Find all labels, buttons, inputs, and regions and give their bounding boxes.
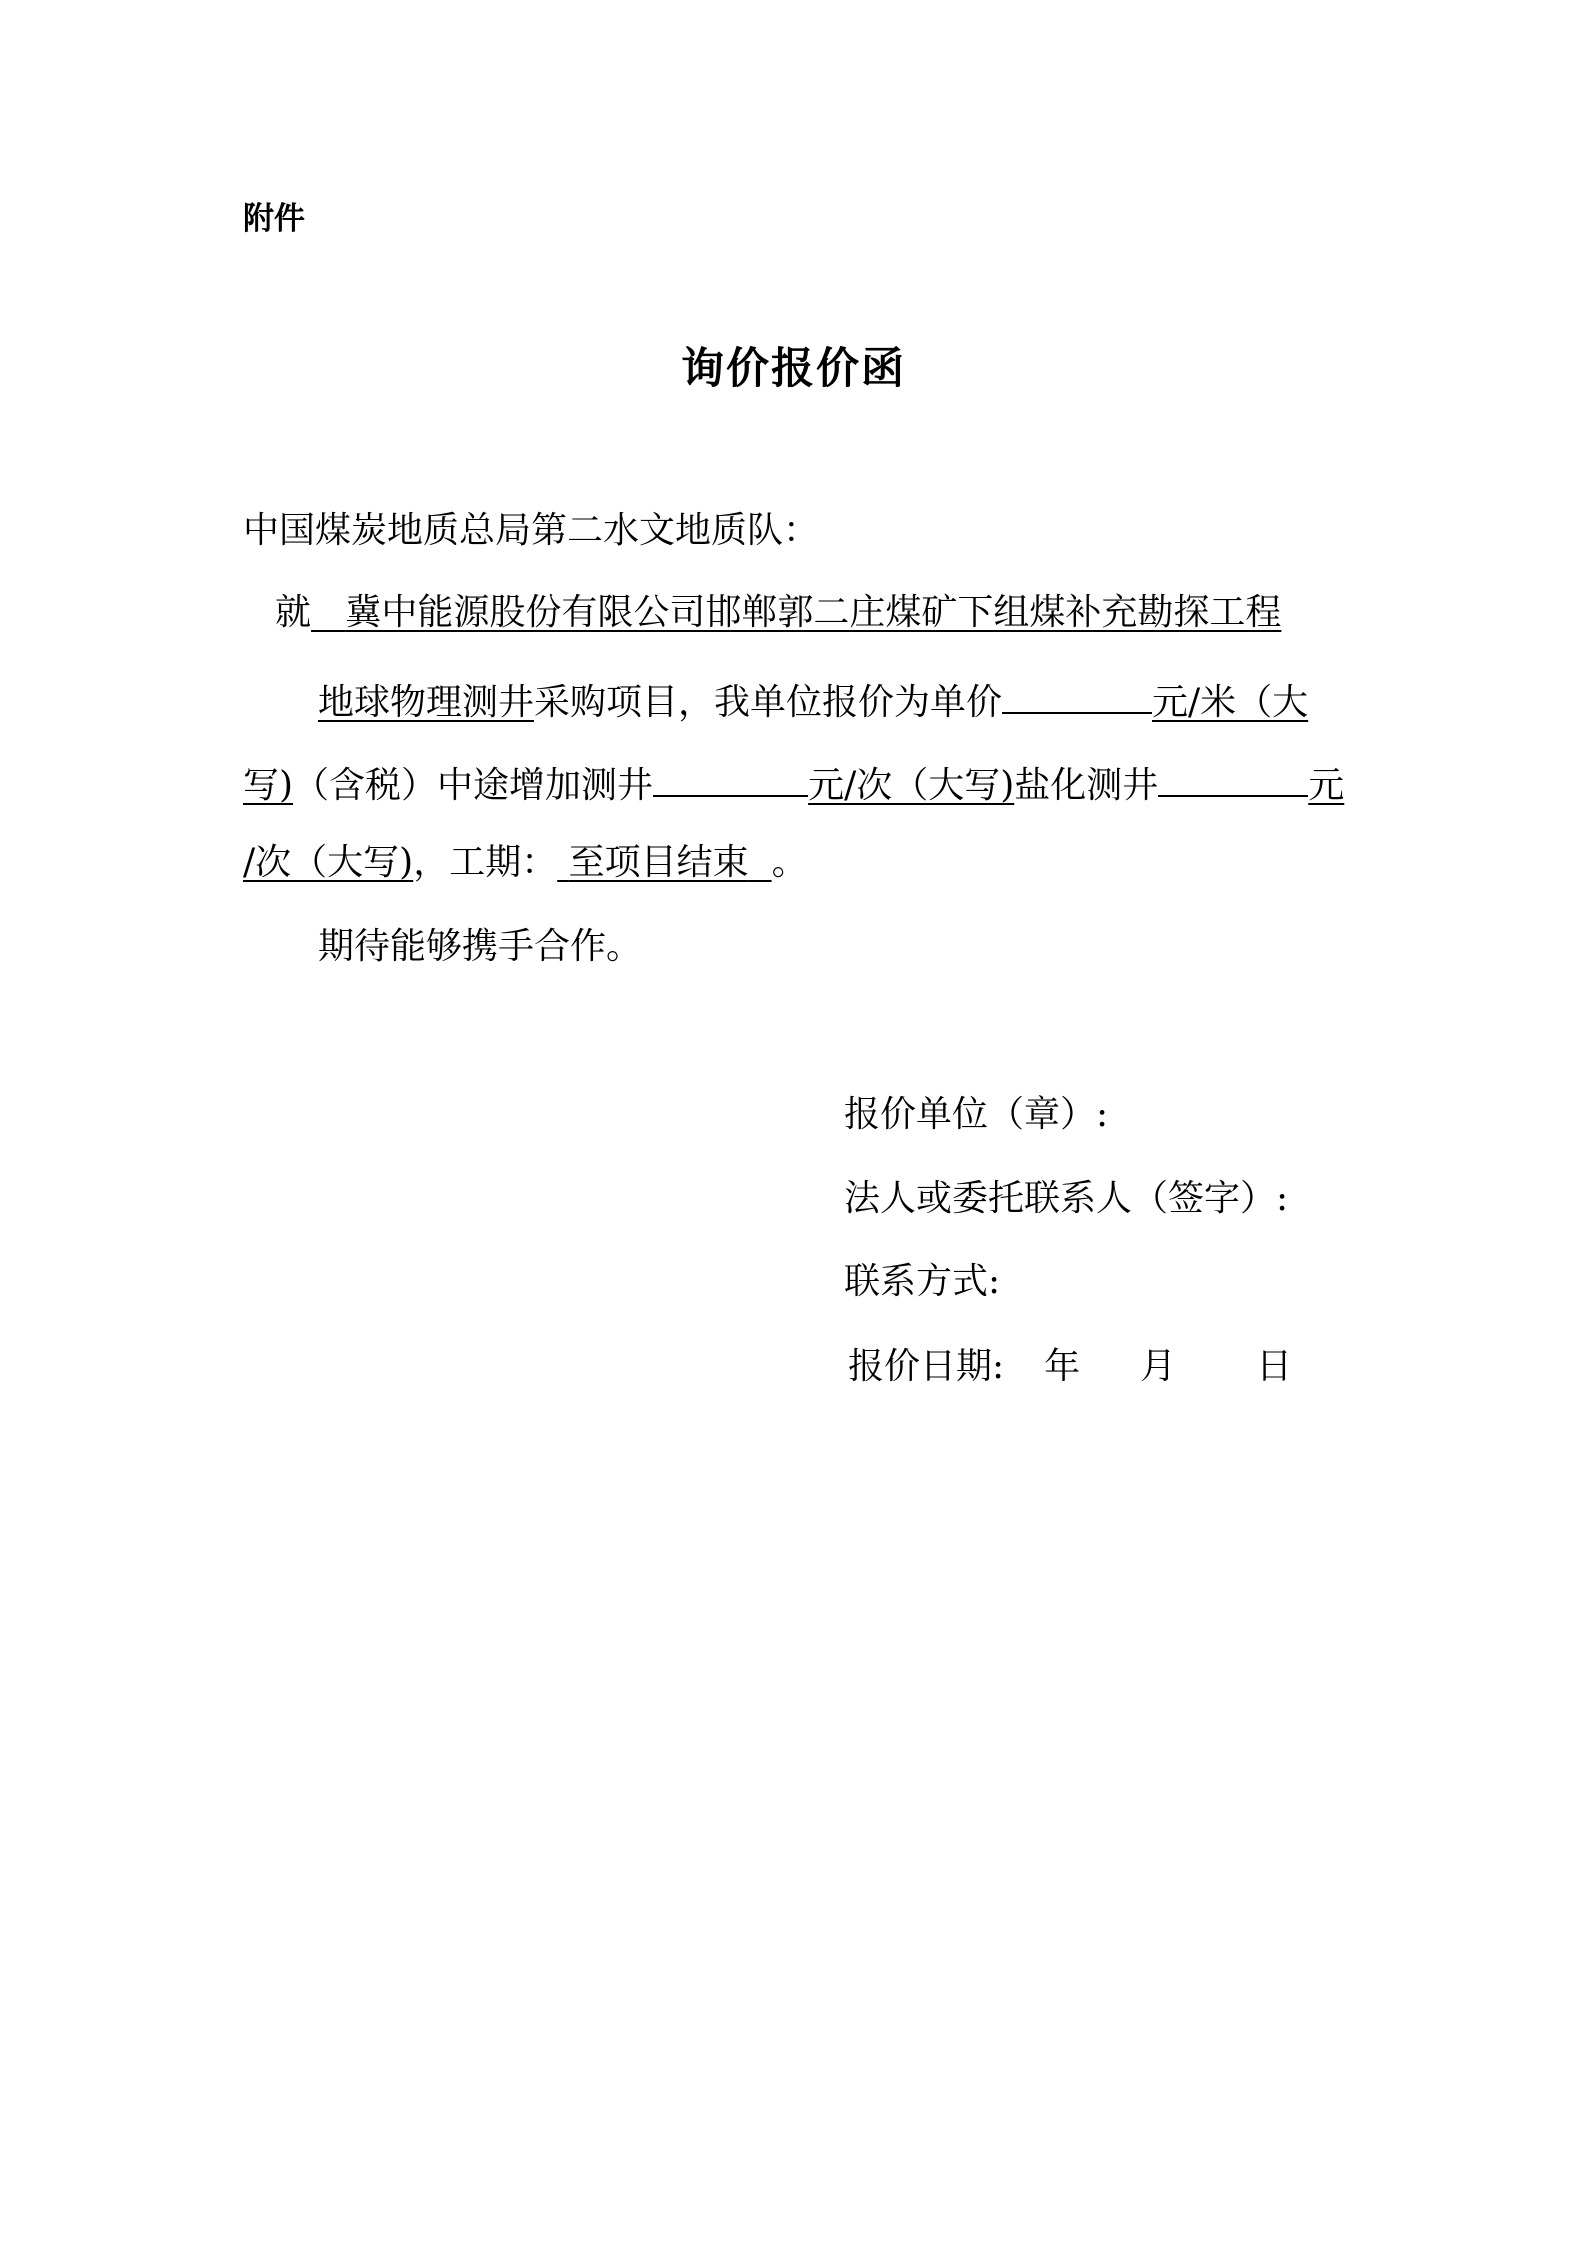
paragraph-line-3 [243, 757, 1344, 809]
salt-unit-start: 元 [1308, 765, 1345, 806]
salt-unit-end: /次（大写) [243, 842, 414, 883]
unit-price-unit-end: 写) [243, 765, 294, 806]
period-label: ，工期： [413, 842, 558, 883]
midway-price-blank[interactable] [653, 757, 808, 797]
salt-price-blank[interactable] [1158, 757, 1308, 797]
midway-unit: 元/次（大写) [808, 765, 1015, 806]
project-name-part1: 冀中能源股份有限公司邯郸郭二庄煤矿下组煤补充勘探工程 [345, 592, 1282, 633]
line3-mid1: （含税）中途增加测井 [293, 765, 654, 806]
quote-date-row [848, 1344, 1292, 1390]
date-day: 日 [1256, 1346, 1293, 1387]
recipient-line [243, 508, 819, 554]
period-value: 至项目结束 [568, 842, 749, 883]
unit-price-unit: 元/米（大 [1152, 682, 1309, 723]
date-month: 月 [1140, 1346, 1177, 1387]
closing-line [318, 924, 642, 970]
closing: 期待能够携手合作。 [318, 926, 643, 967]
period-end: 。 [771, 842, 808, 883]
contact-person-label: 法人或委托联系人（签字）: [844, 1178, 1289, 1219]
quote-unit-label: 报价单位（章）: [844, 1094, 1109, 1135]
paragraph-line-1 [275, 590, 1281, 636]
recipient: 中国煤炭地质总局第二水文地质队： [243, 510, 820, 551]
page-title: 询价报价函 [681, 344, 906, 394]
paragraph-line-2 [318, 674, 1308, 726]
line1-prefix: 就 [275, 592, 312, 633]
line3-mid2: 盐化测井 [1014, 765, 1159, 806]
attachment-label: 附件 [243, 201, 305, 237]
line2-mid: 采购项目，我单位报价为单价 [534, 682, 1003, 723]
date-year: 年 [1044, 1346, 1081, 1387]
unit-price-blank[interactable] [1002, 674, 1152, 714]
contact-method-label: 联系方式: [844, 1261, 1001, 1302]
quote-date-label: 报价日期: [848, 1346, 1005, 1387]
paragraph-line-4 [243, 840, 808, 886]
project-name-part2: 地球物理测井 [318, 682, 535, 723]
